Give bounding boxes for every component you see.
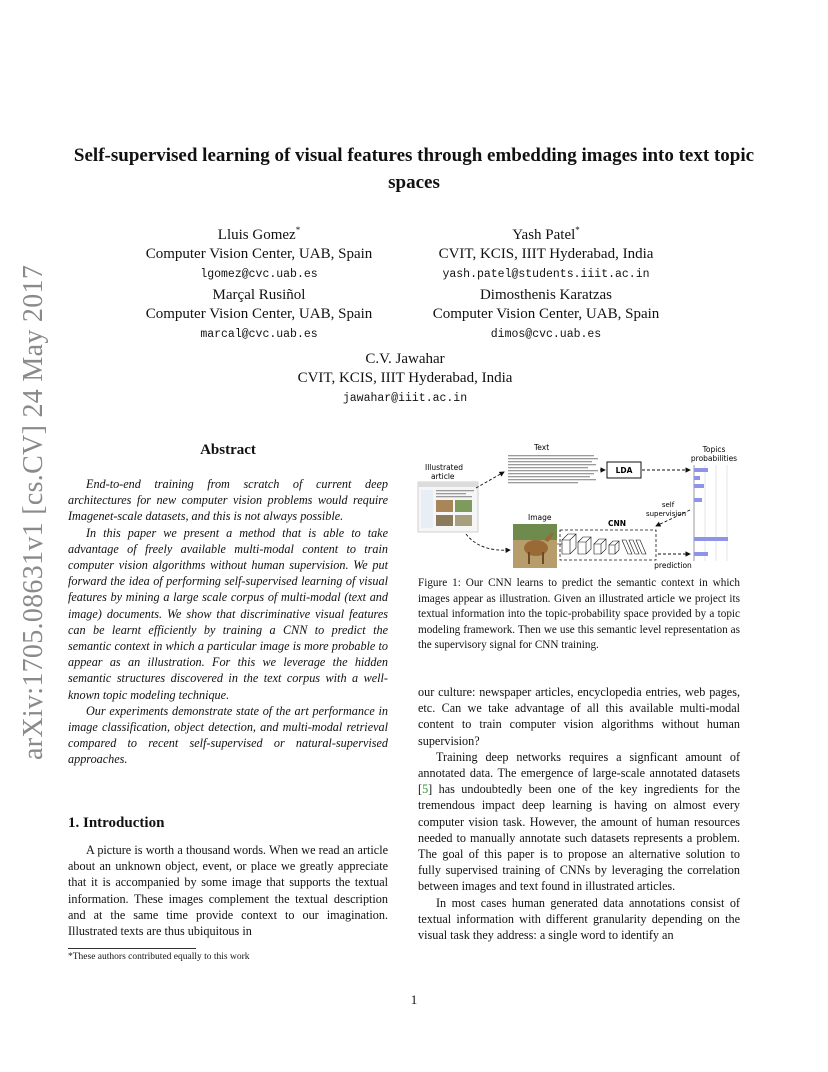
topic-probabilities-chart <box>694 465 734 561</box>
abstract-heading: Abstract <box>200 442 256 458</box>
figure-label-lda: LDA <box>615 466 633 475</box>
figure-label-text: Text <box>534 443 550 452</box>
figure-label-cnn: CNN <box>607 519 627 528</box>
author-email[interactable]: jawahar@iiit.ac.in <box>342 392 468 405</box>
cnn-block <box>557 530 656 560</box>
figure-label-probabilities: probabilities <box>690 454 738 463</box>
abstract-paragraph: Our experiments demonstrate state of the art performance in image classification, object detection, and multi-modal retrieval compared to recent self-supervised or natural-supervised approaches. <box>68 703 388 767</box>
text-snippet-illustration <box>508 454 600 488</box>
equal-contribution-mark: * <box>575 225 580 235</box>
arxiv-stamp: arXiv:1705.08631v1 [cs.CV] 24 May 2017 <box>18 264 49 760</box>
antelope-photo <box>513 524 557 568</box>
author-name: C.V. Jawahar <box>365 351 445 367</box>
equal-contribution-mark: * <box>295 225 301 235</box>
figure-label-supervision: supervision <box>645 510 687 518</box>
introduction-body <box>68 842 388 939</box>
figure-label-topics: Topics <box>702 445 726 454</box>
author-affiliation: Computer Vision Center, UAB, Spain <box>145 306 373 322</box>
author-block <box>260 350 550 410</box>
author-name: Lluis Gomez <box>217 227 296 243</box>
author-block <box>128 221 390 286</box>
author-block <box>128 286 390 346</box>
figure-label-illustrated: Illustrated <box>425 463 463 472</box>
arrow-article-to-text <box>476 472 504 488</box>
arrow-article-to-image <box>466 534 510 550</box>
body-paragraph: our culture: newspaper articles, encyclopedia entries, web pages, etc. Can we take advantage of all this available multi-modal content to train computer vision algorithms without human supervision? <box>418 685 740 748</box>
figure-1-diagram <box>416 440 744 574</box>
figure-label-article: article <box>431 472 455 481</box>
abstract-paragraph: In this paper we present a method that is able to take advantage of freely available multi-modal content to train computer vision algorithms without human supervision. We put forward the idea of performing self-supervised learning of visual features by mining a large scale corpus of multi-modal (text and image) documents. We show that discriminative visual features can be learnt efficiently by training a CNN to predict the semantic context in which a particular image is more probable to appear as an illustration. For this we leverage the hidden semantic structures discovered in the text corpus with a well-known topic modeling technique. <box>68 525 388 702</box>
author-block <box>416 221 676 286</box>
author-email[interactable]: dimos@cvc.uab.es <box>490 328 602 341</box>
right-column-body <box>418 684 740 943</box>
citation-link[interactable]: 5 <box>422 782 429 797</box>
author-block <box>416 286 676 346</box>
figure-label-self: self <box>661 501 675 509</box>
author-affiliation: Computer Vision Center, UAB, Spain <box>432 306 660 322</box>
figure-1-caption: Figure 1: Our CNN learns to predict the semantic context in which images appear as illustration. Given an illustrated article we project its textual information into the topic-probability space provided by a topic modeling framework. Then we use this semantic level representation as the supervisory signal for CNN training. <box>418 577 740 652</box>
author-email[interactable]: lgomez@cvc.uab.es <box>200 268 318 281</box>
author-affiliation: Computer Vision Center, UAB, Spain <box>145 246 373 262</box>
body-paragraph: A picture is worth a thousand words. When we read an article about an unknown object, event, or place we greatly appreciate that it is accompanied by some image that supports the textual information. These images complement the textual description and at the same time provide context to our imagination. Illustrated texts are thus ubiquitous in <box>68 843 388 939</box>
paragraph-text: ] has undoubtedly been one of the key ingredients for the tremendous impact deep learning is having on almost every computer vision task. However, the amount of human resources needed to manually annotate such datasets represents a problem. The goal of this paper is to propose an alternative solution to fully supervised training of CNNs by leveraging the correlation between images and text found in illustrated articles. <box>418 782 740 894</box>
author-affiliation: CVIT, KCIS, IIIT Hyderabad, India <box>297 370 513 386</box>
author-name: Yash Patel <box>512 227 576 243</box>
paper-title: Self-supervised learning of visual features through embedding images into text topic spaces <box>73 145 755 193</box>
abstract-paragraph: End-to-end training from scratch of current deep architectures for new computer vision problems would require Imagenet-scale datasets, and this is not always possible. <box>68 477 388 524</box>
illustrated-article-thumbnail <box>418 482 478 532</box>
body-paragraph <box>418 749 740 895</box>
page-number: 1 <box>410 992 418 1007</box>
author-name: Dimosthenis Karatzas <box>479 287 613 303</box>
footnote-rule <box>68 948 196 949</box>
abstract-body <box>68 476 388 768</box>
author-affiliation: CVIT, KCIS, IIIT Hyderabad, India <box>438 246 654 262</box>
section-heading-introduction: 1. Introduction <box>68 815 165 831</box>
body-paragraph: In most cases human generated data annotations consist of textual information with different granularity depending on the visual task they address: a single word to identify an <box>418 895 740 943</box>
author-name: Marçal Rusiñol <box>212 287 306 303</box>
lda-box <box>607 462 641 478</box>
author-email[interactable]: marcal@cvc.uab.es <box>200 328 318 341</box>
figure-label-image: Image <box>528 513 552 522</box>
paragraph-text: Training deep networks requires a signficant amount of annotated data. The emergence of large-scale annotated datasets [ <box>418 749 740 797</box>
figure-label-prediction: prediction <box>654 561 692 570</box>
author-email[interactable]: yash.patel@students.iiit.ac.in <box>442 268 650 281</box>
footnote: *These authors contributed equally to this work <box>68 952 250 962</box>
